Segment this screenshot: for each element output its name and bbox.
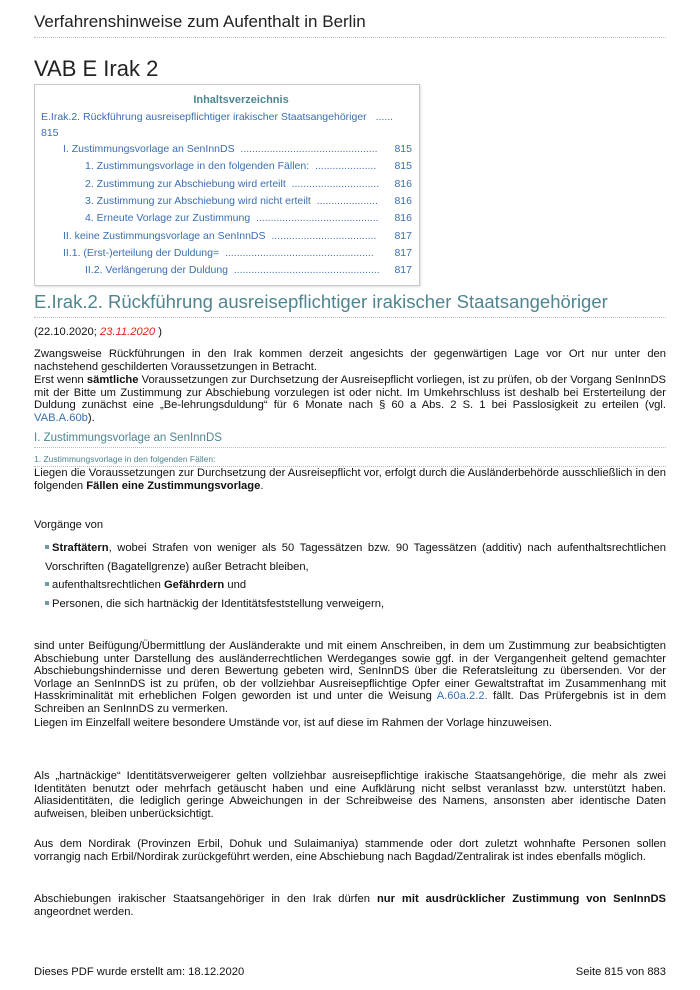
intro-paragraph-2 [34, 374, 666, 424]
toc-entry-verlaengerung[interactable]: II.2. Verlängerung der Duldung .................................................. 817 [85, 264, 412, 276]
text: fällt. Das Prüfergebnis ist in dem Schreiben an SenInnDS zu vermerken. [34, 690, 667, 715]
text: Erst wenn [34, 374, 87, 386]
date-suffix: ) [155, 326, 162, 338]
text: Personen, die sich hartnäckig der Identitätsfeststellung verweigern, [52, 598, 385, 610]
bold-text: Fällen eine Zustimmungsvorlage [86, 479, 261, 492]
bullet-icon [45, 582, 49, 586]
footer-created: Dieses PDF wurde erstellt am: 18.12.2020 [34, 966, 245, 978]
bold-text: sämtliche [86, 374, 139, 386]
toc-entry-keine-vorlage[interactable]: II. keine Zustimmungsvorlage an SenInnDS .................................... 817 [63, 230, 412, 242]
toc-entry-page: 816 [394, 178, 412, 190]
text: . [260, 479, 264, 492]
text: ). [87, 411, 95, 424]
link-vab-a-60b[interactable]: VAB.A.60b [34, 411, 88, 424]
toc-entry-page: 816 [394, 195, 412, 207]
running-header: Verfahrenshinweise zum Aufenthalt in Berlin [34, 12, 666, 38]
subheading-faelle: 1. Zustimmungsvorlage in den folgenden Fällen: [34, 454, 666, 467]
text: und [224, 579, 247, 591]
text: Abschiebungen irakischer Staatsangehöriger in den Irak dürfen [34, 893, 377, 905]
paragraph-nordirak: Aus dem Nordirak (Provinzen Erbil, Dohuk und Sulaimaniya) stammende oder dort zuletzt wohnhafte Personen sollen vorrangig nach Erbil/Nordirak zurückgeführt werden, eine Abschiebung nach Bagdad/Zentralirak ist indes ebenfalls möglich. [34, 838, 666, 863]
table-of-contents [34, 84, 420, 286]
toc-entry-e-irak-2[interactable]: E.Irak.2. Rückführung ausreisepflichtiger irakischer Staatsangehöriger ...... [41, 111, 394, 123]
dates-line [34, 326, 666, 339]
text: Voraussetzungen zur Durchsetzung der Ausreisepflicht vorliegen, ist zu prüfen, ob der Vorgang SenInnDS mit der Bitte um Zustimmung zur Abschiebung vorzulegen ist oder nicht. Im Umkehrschluss ist deshalb bei Ersterteilung der Duldung zunächst eine „Be-lehrungsduldung“ für 6 Monate nach § 60 a Abs. 2 S. 1 bei Passlosigkeit zu erteilen (vgl. [34, 374, 666, 412]
bullet-icon [45, 601, 49, 605]
toc-entry-label: II.1. (Erst-)erteilung der Duldung= [63, 247, 220, 259]
toc-entry-label: I. Zustimmungsvorlage an SenInnDS [63, 143, 235, 155]
link-a-60a-2-2[interactable]: A.60a.2.2. [436, 690, 488, 703]
toc-entry-page: 815 [394, 143, 412, 155]
toc-entry-page: 816 [394, 212, 412, 224]
date-updated: 23.11.2020 [99, 326, 156, 338]
toc-title: Inhaltsverzeichnis [193, 94, 289, 106]
toc-entry-label: 3. Zustimmung zur Abschiebung wird nicht erteilt [85, 195, 311, 207]
toc-entry-e-irak-2-page[interactable]: 815 [41, 127, 59, 139]
toc-entry-label: 1. Zustimmungsvorlage in den folgenden Fällen: [85, 160, 310, 172]
toc-entry-label: II.2. Verlängerung der Duldung [85, 264, 229, 276]
toc-entry-page: 817 [394, 230, 412, 242]
toc-entry-label: 2. Zustimmung zur Abschiebung wird erteilt [85, 178, 286, 190]
toc-entry-nicht-erteilt[interactable]: 3. Zustimmung zur Abschiebung wird nicht erteilt ..................... 816 [85, 195, 412, 207]
toc-entry-erneute-vorlage[interactable]: 4. Erneute Vorlage zur Zustimmung .......................................... 816 [85, 212, 412, 224]
toc-entry-zustimmungsvorlage[interactable]: I. Zustimmungsvorlage an SenInnDS ............................................... 815 [63, 143, 412, 155]
toc-entry-label: 4. Erneute Vorlage zur Zustimmung [85, 212, 251, 224]
toc-entry-page: 817 [394, 247, 412, 259]
bold-text: Gefährdern [163, 579, 225, 591]
text: sind unter Beifügung/Übermittlung der Ausländerakte und mit einem Anschreiben, in dem um Zustimmung zur beabsichtigten Abschiebung unter Darstellung des ausländerrechtlichen Werdeganges sowie ggf. in der Vergangenheit geltend gemachter Abschiebungshindernisse und deren Bewertung gebeten wird, SenInnDS über die Referatsleitung zu übersenden. Vor der Vorlage an SenInnDS ist zu prüfen, ob der vollziehbar Ausreisepflichtige Opfer einer Gewaltstraftat im Zusammenhang mit Hasskriminalität mit erheblichen Folgen geworden ist und unter die Weisung [34, 640, 666, 703]
list-item [45, 539, 666, 577]
subheading-zustimmungsvorlage: I. Zustimmungsvorlage an SenInnDS [34, 432, 666, 448]
section-heading: E.Irak.2. Rückführung ausreisepflichtiger irakischer Staatsangehöriger [34, 291, 666, 318]
toc-entry-page: 817 [394, 264, 412, 276]
footer-page-number: Seite 815 von 883 [575, 966, 666, 978]
paragraph-cases [34, 467, 666, 492]
toc-entry-label: II. keine Zustimmungsvorlage an SenInnDS [63, 230, 266, 242]
list-item [45, 595, 666, 614]
toc-entry-faelle[interactable]: 1. Zustimmungsvorlage in den folgenden Fällen: ..................... 815 [85, 160, 412, 172]
paragraph-vorgaenge: Vorgänge von [34, 519, 104, 531]
paragraph-abschiebungen [34, 893, 666, 918]
text: aufenthaltsrechtlichen [52, 579, 164, 591]
toc-entry-erteilt[interactable]: 2. Zustimmung zur Abschiebung wird erteilt .............................. 816 [85, 178, 412, 190]
text: Liegen die Voraussetzungen zur Durchsetzung der Ausreisepflicht vor, erfolgt durch die Ausländerbehörde ausschließlich in den folgenden [34, 467, 666, 492]
paragraph-identitaet: Als „hartnäckige“ Identitätsverweigerer gelten vollziehbar ausreisepflichtige irakische Staatsangehörige, die mehr als zwei Identitäten benutzt oder mehrfach getäuscht haben und eine Aufklärung nicht selbst veranlasst bzw. unterstützt haben. Aliasidentitäten, die lediglich geringe Abweichungen in der Schreibweise des Namens, ansonsten aber identische Daten aufweisen, bleiben unberücksichtigt. [34, 770, 666, 820]
toc-entry-page: 815 [394, 160, 412, 172]
date-original: (22.10.2020; [34, 326, 100, 338]
document-title: VAB E Irak 2 [34, 56, 159, 81]
paragraph-einzelfall: Liegen im Einzelfall weitere besondere Umstände vor, ist auf diese im Rahmen der Vorlage hinzuweisen. [34, 717, 553, 729]
intro-paragraph-1: Zwangsweise Rückführungen in den Irak kommen derzeit angesichts der gegenwärtigen Lage vor Ort nur unter den nachstehend geschilderten Voraussetzungen in Betracht. [34, 348, 666, 373]
toc-entry-ersterteilung[interactable]: II.1. (Erst-)erteilung der Duldung= ................................................... 817 [63, 247, 412, 259]
toc-entry-label: E.Irak.2. Rückführung ausreisepflichtiger irakischer Staatsangehöriger [41, 111, 367, 123]
bold-text: Straftätern [52, 542, 109, 554]
bold-text: nur mit ausdrücklicher Zustimmung von SenInnDS [376, 893, 666, 905]
text: angeordnet werden. [34, 905, 134, 918]
text: , wobei Strafen von weniger als 50 Tagessätzen bzw. 90 Tagessätzen (additiv) nach aufenthaltsrechtlichen Vorschriften (Bagatellgrenze) außer Betracht bleiben, [45, 542, 666, 573]
paragraph-beifuegung [34, 640, 666, 716]
list-item [45, 576, 666, 595]
bullet-icon [45, 545, 49, 549]
